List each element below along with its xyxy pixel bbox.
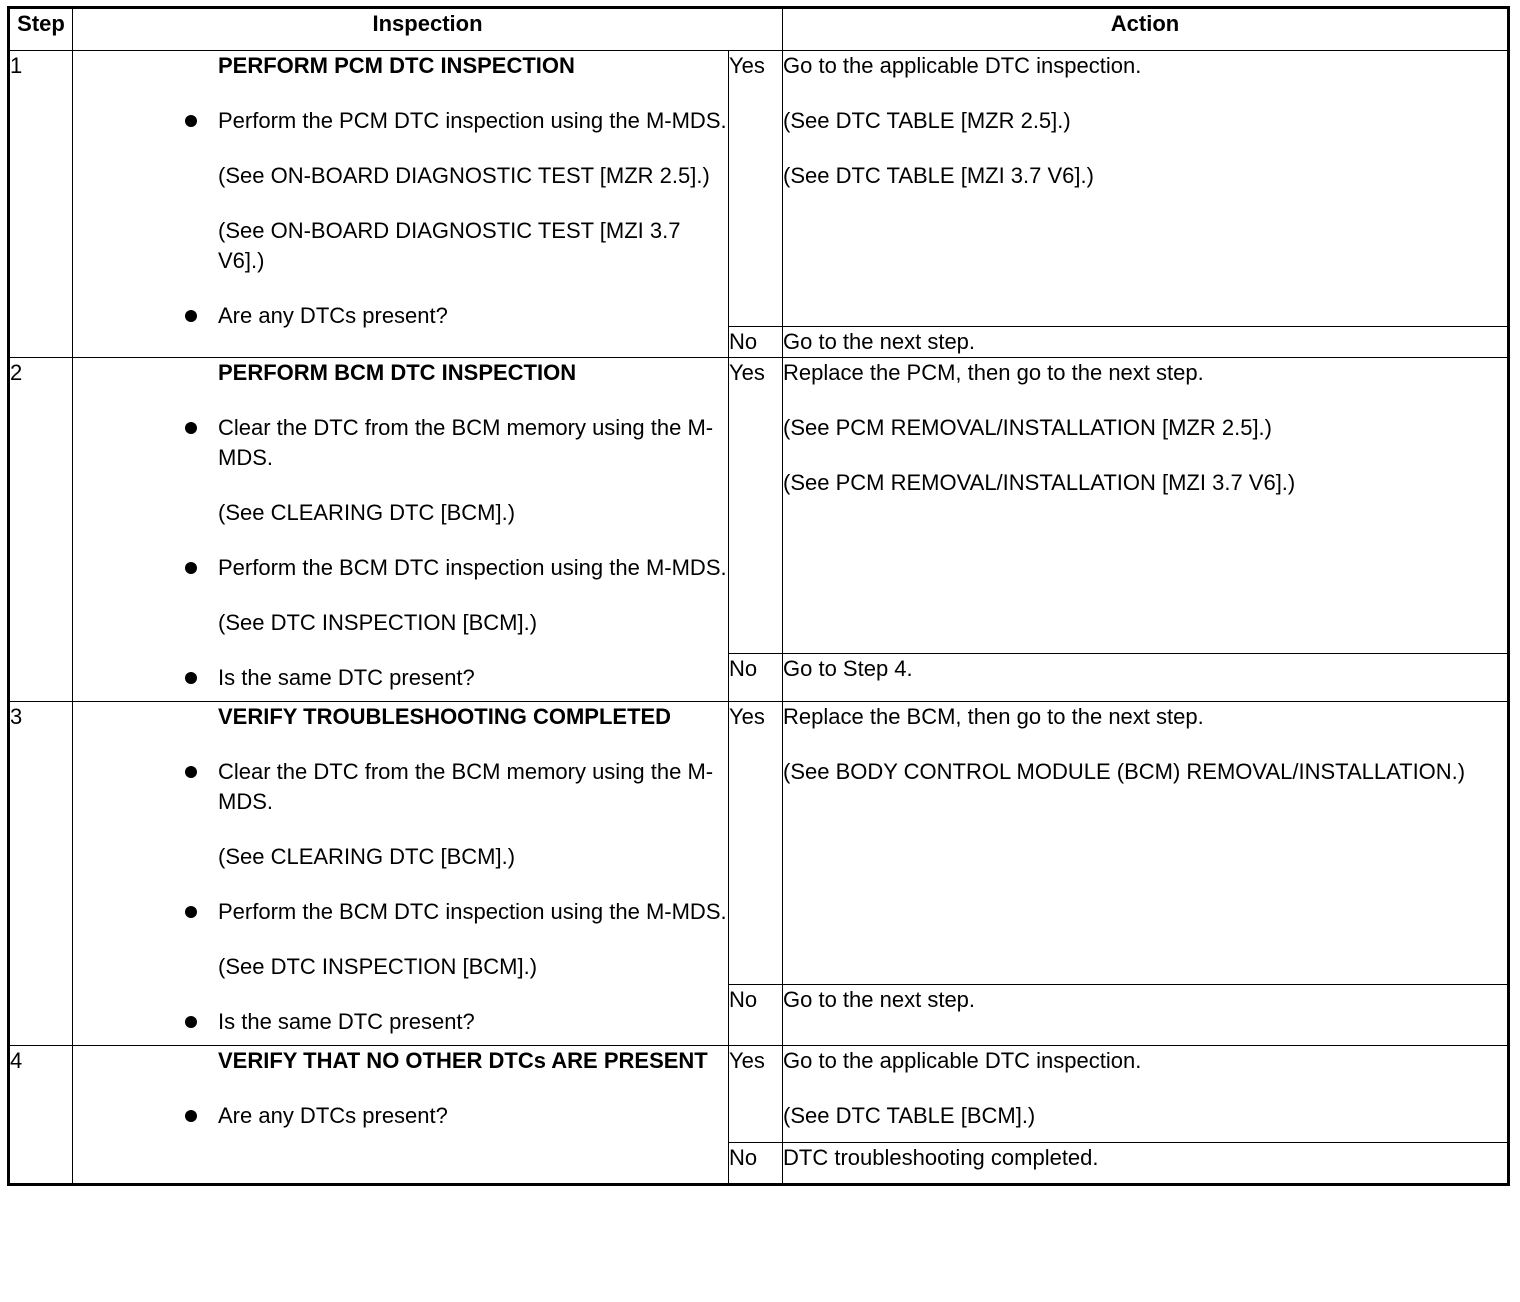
inspection-question: Are any DTCs present? xyxy=(218,303,448,328)
bullet-icon xyxy=(185,672,197,684)
inspection-question: Is the same DTC present? xyxy=(218,1009,475,1034)
bullet-icon xyxy=(185,906,197,918)
header-inspection: Inspection xyxy=(73,8,783,51)
step-3-yes-row xyxy=(9,702,1509,985)
action-text: DTC troubleshooting completed. xyxy=(783,1145,1099,1170)
inspection-item: Perform the PCM DTC inspection using the M-MDS. xyxy=(218,108,727,133)
action-reference: (See DTC TABLE [BCM].) xyxy=(783,1103,1036,1128)
bullet-icon xyxy=(185,1016,197,1028)
action-reference: (See PCM REMOVAL/INSTALLATION [MZR 2.5].) xyxy=(783,415,1272,440)
action-reference: (See BODY CONTROL MODULE (BCM) REMOVAL/INSTALLATION.) xyxy=(783,759,1466,784)
no-label: No xyxy=(729,1143,783,1185)
header-row xyxy=(9,8,1509,51)
no-action-cell xyxy=(783,327,1509,358)
step-1-yes-row xyxy=(9,51,1509,327)
yes-action-cell xyxy=(783,1046,1509,1143)
inspection-cell xyxy=(73,702,729,1046)
step-number: 3 xyxy=(9,702,73,1046)
no-action-cell xyxy=(783,654,1509,702)
bullet-icon xyxy=(185,562,197,574)
no-label: No xyxy=(729,654,783,702)
step-2-yes-row xyxy=(9,358,1509,654)
bullet-icon xyxy=(185,115,197,127)
step-4-yes-row xyxy=(9,1046,1509,1143)
inspection-reference: (See ON-BOARD DIAGNOSTIC TEST [MZI 3.7 V6].) xyxy=(218,218,681,273)
inspection-item: Clear the DTC from the BCM memory using the M-MDS. xyxy=(218,415,714,470)
inspection-title: PERFORM BCM DTC INSPECTION xyxy=(218,360,577,385)
bullet-icon xyxy=(185,1110,197,1122)
action-text: Go to the applicable DTC inspection. xyxy=(783,53,1142,78)
inspection-cell xyxy=(73,1046,729,1185)
yes-action-cell xyxy=(783,358,1509,654)
step-number: 4 xyxy=(9,1046,73,1185)
inspection-question: Are any DTCs present? xyxy=(218,1103,448,1128)
no-action-cell xyxy=(783,1143,1509,1185)
bullet-icon xyxy=(185,766,197,778)
dtc-troubleshooting-table xyxy=(7,6,1510,1186)
action-text: Replace the PCM, then go to the next step. xyxy=(783,360,1204,385)
inspection-cell xyxy=(73,358,729,702)
no-action-cell xyxy=(783,985,1509,1046)
yes-label: Yes xyxy=(729,358,783,654)
inspection-reference: (See DTC INSPECTION [BCM].) xyxy=(218,954,538,979)
yes-action-cell xyxy=(783,51,1509,327)
inspection-item: Perform the BCM DTC inspection using the M-MDS. xyxy=(218,899,727,924)
step-number: 1 xyxy=(9,51,73,358)
no-label: No xyxy=(729,985,783,1046)
yes-action-cell xyxy=(783,702,1509,985)
inspection-title: VERIFY THAT NO OTHER DTCs ARE PRESENT xyxy=(218,1048,708,1073)
inspection-item: Clear the DTC from the BCM memory using the M-MDS. xyxy=(218,759,714,814)
action-text: Go to Step 4. xyxy=(783,656,913,681)
bullet-icon xyxy=(185,310,197,322)
header-action: Action xyxy=(783,8,1509,51)
yes-label: Yes xyxy=(729,1046,783,1143)
inspection-question: Is the same DTC present? xyxy=(218,665,475,690)
inspection-reference: (See CLEARING DTC [BCM].) xyxy=(218,844,516,869)
action-text: Go to the next step. xyxy=(783,987,976,1012)
no-label: No xyxy=(729,327,783,358)
bullet-icon xyxy=(185,422,197,434)
action-reference: (See DTC TABLE [MZI 3.7 V6].) xyxy=(783,163,1094,188)
header-step: Step xyxy=(9,8,73,51)
inspection-title: VERIFY TROUBLESHOOTING COMPLETED xyxy=(218,704,672,729)
inspection-cell xyxy=(73,51,729,358)
inspection-title: PERFORM PCM DTC INSPECTION xyxy=(218,53,575,78)
action-text: Replace the BCM, then go to the next step. xyxy=(783,704,1204,729)
action-reference: (See DTC TABLE [MZR 2.5].) xyxy=(783,108,1071,133)
action-text: Go to the next step. xyxy=(783,329,976,354)
yes-label: Yes xyxy=(729,51,783,327)
inspection-reference: (See ON-BOARD DIAGNOSTIC TEST [MZR 2.5].) xyxy=(218,163,710,188)
inspection-item: Perform the BCM DTC inspection using the M-MDS. xyxy=(218,555,727,580)
inspection-reference: (See CLEARING DTC [BCM].) xyxy=(218,500,516,525)
yes-label: Yes xyxy=(729,702,783,985)
action-reference: (See PCM REMOVAL/INSTALLATION [MZI 3.7 V6].) xyxy=(783,470,1296,495)
step-number: 2 xyxy=(9,358,73,702)
action-text: Go to the applicable DTC inspection. xyxy=(783,1048,1142,1073)
inspection-reference: (See DTC INSPECTION [BCM].) xyxy=(218,610,538,635)
